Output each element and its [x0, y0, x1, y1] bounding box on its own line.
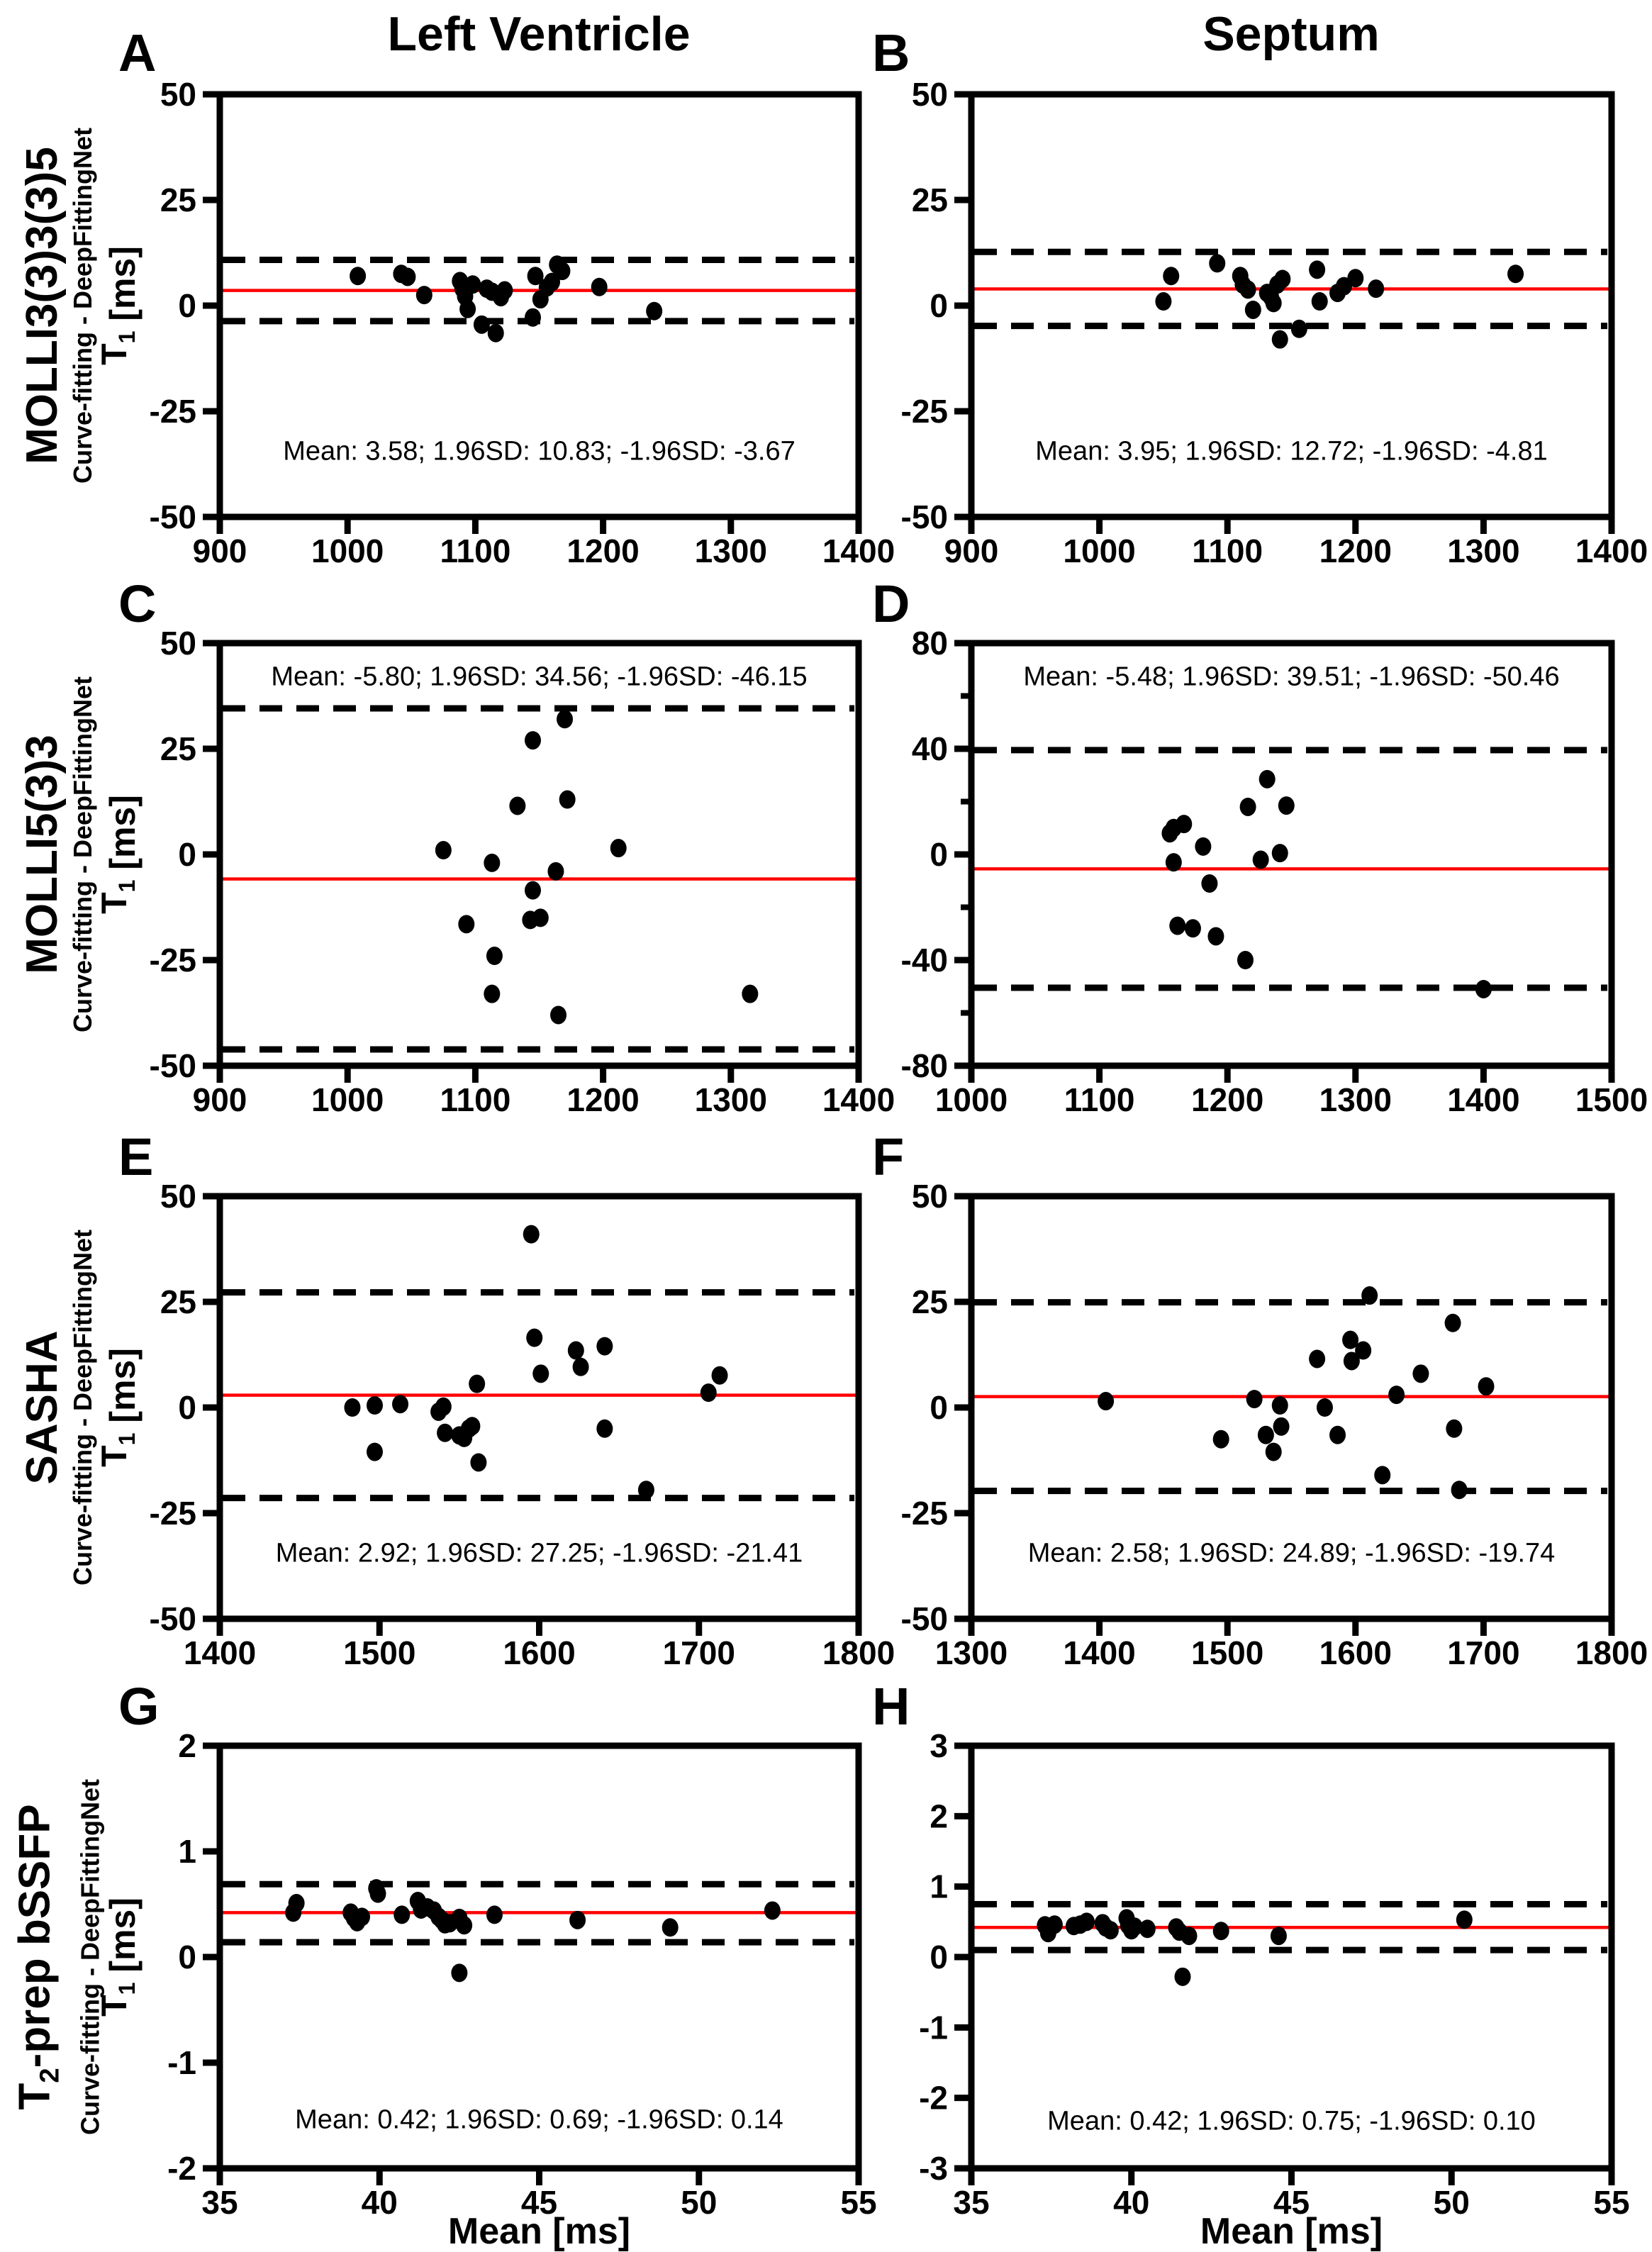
y-tick-label: 25	[911, 1283, 948, 1320]
data-point	[484, 854, 500, 872]
x-tick-label: 35	[201, 2184, 238, 2221]
data-point	[1098, 1392, 1114, 1410]
y-tick-label: -25	[149, 1495, 196, 1532]
y-tick-label: 80	[911, 625, 948, 662]
data-point	[1446, 1420, 1462, 1438]
data-point	[1317, 1398, 1333, 1417]
data-point	[532, 1364, 549, 1383]
x-tick-label: 1500	[343, 1634, 416, 1671]
data-point	[394, 1905, 410, 1924]
y-tick-label: -3	[919, 2150, 948, 2187]
data-point	[1272, 330, 1288, 349]
y-tick-label: 0	[930, 1939, 948, 1975]
data-point	[289, 1894, 305, 1912]
y-tick-label: 0	[930, 287, 948, 324]
data-point	[526, 1329, 542, 1347]
y-tick-label: -2	[167, 2150, 196, 2187]
x-tick-label: 1600	[503, 1634, 576, 1671]
row-sequence-label: SASHA	[18, 1330, 67, 1485]
data-point	[1266, 294, 1282, 312]
x-tick-label: 1200	[567, 1081, 640, 1118]
x-tick-label: 1700	[1447, 1634, 1520, 1671]
y-tick-label: 25	[160, 730, 196, 767]
y-tick-label: 50	[911, 1178, 948, 1215]
panel-letter-B: B	[872, 23, 910, 82]
x-tick-label: 1000	[311, 1081, 384, 1118]
y-tick-label: -50	[149, 1600, 196, 1637]
bias-annotation: Mean: 0.42; 1.96SD: 0.69; -1.96SD: 0.14	[295, 2105, 783, 2135]
data-point	[1374, 1466, 1390, 1484]
panel-letter-G: G	[118, 1677, 160, 1736]
y-axis-title: $T_1$ [ms]	[94, 246, 143, 365]
y-tick-label: -25	[149, 393, 196, 430]
data-point	[496, 282, 513, 300]
y-tick-label: 50	[160, 1178, 196, 1215]
x-tick-label: 1600	[1319, 1634, 1392, 1671]
x-tick-label: 50	[1433, 2184, 1470, 2221]
data-point	[1253, 850, 1269, 869]
x-tick-label: 1100	[440, 1081, 511, 1118]
data-point	[474, 316, 490, 334]
data-point	[484, 985, 500, 1003]
x-tick-label: 1300	[694, 533, 767, 569]
panel-D	[872, 574, 1648, 1118]
bias-annotation: Mean: 0.42; 1.96SD: 0.75; -1.96SD: 0.10	[1047, 2106, 1536, 2136]
data-point	[416, 286, 432, 304]
bias-annotation: Mean: -5.48; 1.96SD: 39.51; -1.96SD: -50.46	[1023, 662, 1560, 692]
data-point	[344, 1398, 360, 1417]
panel-letter-D: D	[872, 574, 910, 633]
data-point	[1329, 1426, 1346, 1444]
y-tick-label: 1	[178, 1833, 196, 1870]
data-point	[559, 791, 576, 809]
plot-frame	[971, 643, 1612, 1066]
data-point	[1361, 1286, 1378, 1305]
data-point	[1181, 1927, 1198, 1945]
panel-G	[94, 1677, 877, 2252]
y-tick-label: 1	[930, 1868, 948, 1905]
y-tick-label: 25	[160, 182, 196, 218]
x-tick-label: 1300	[934, 1634, 1008, 1671]
y-tick-label: 0	[930, 836, 948, 873]
x-tick-label: 1300	[1319, 1081, 1392, 1118]
data-point	[610, 839, 627, 857]
data-point	[1155, 292, 1171, 311]
data-point	[354, 1907, 370, 1926]
row-method-label: Curve-fitting - DeepFittingNet	[75, 1779, 105, 2135]
y-tick-label: 0	[930, 1389, 948, 1426]
x-tick-label: 1200	[567, 533, 640, 569]
x-tick-label: 40	[361, 2184, 398, 2221]
y-axis-title: $T_1$ [ms]	[94, 1348, 143, 1467]
data-point	[596, 1420, 613, 1438]
y-tick-label: 50	[160, 625, 196, 662]
y-tick-label: 2	[178, 1727, 196, 1764]
data-point	[470, 1453, 486, 1471]
data-point	[1176, 815, 1192, 833]
y-tick-label: 50	[911, 76, 948, 113]
data-point	[1309, 260, 1325, 279]
y-tick-label: -50	[149, 498, 196, 535]
row-sequence-label: MOLLI3(3)3(3)5	[18, 147, 67, 464]
panel-letter-A: A	[118, 23, 157, 82]
data-point	[1169, 917, 1185, 935]
panel-A	[94, 23, 895, 569]
data-point	[1456, 1910, 1473, 1929]
panel-F	[872, 1127, 1648, 1671]
data-point	[1201, 874, 1217, 893]
x-tick-label: 1400	[822, 1081, 895, 1118]
x-tick-label: 1500	[1575, 1081, 1648, 1118]
data-point	[701, 1383, 717, 1402]
data-point	[399, 267, 415, 286]
x-tick-label: 35	[953, 2184, 990, 2221]
x-tick-label: 1000	[1063, 533, 1136, 569]
x-tick-label: 1100	[1064, 1081, 1135, 1118]
panel-H	[872, 1677, 1630, 2252]
data-point	[1259, 770, 1276, 788]
row-method-label: Curve-fitting - DeepFittingNet	[68, 128, 97, 484]
y-tick-label: -50	[900, 1600, 948, 1637]
x-tick-label: 1800	[1575, 1634, 1648, 1671]
panel-C	[94, 574, 895, 1118]
bias-annotation: Mean: -5.80; 1.96SD: 34.56; -1.96SD: -46.15	[271, 662, 808, 692]
data-point	[1451, 1481, 1468, 1499]
data-point	[367, 1396, 383, 1415]
y-tick-label: 40	[911, 730, 948, 767]
panel-letter-F: F	[872, 1127, 905, 1186]
x-tick-label: 1300	[694, 1081, 767, 1118]
bias-annotation: Mean: 3.58; 1.96SD: 10.83; -1.96SD: -3.67	[283, 436, 796, 467]
data-point	[1478, 1377, 1495, 1395]
column-title-septum: Septum	[1202, 7, 1380, 61]
x-tick-label: 55	[1593, 2184, 1630, 2221]
data-point	[1368, 279, 1384, 298]
data-point	[1272, 844, 1288, 862]
data-point	[1347, 269, 1363, 287]
data-point	[1445, 1314, 1461, 1332]
data-point	[1291, 320, 1307, 338]
data-point	[1207, 927, 1224, 945]
x-tick-label: 55	[840, 2184, 877, 2221]
data-point	[646, 302, 662, 320]
data-point	[569, 1911, 586, 1929]
y-tick-label: 25	[911, 182, 948, 218]
plot-frame	[971, 1746, 1612, 2168]
y-axis-title: $T_1$ [ms]	[94, 795, 143, 914]
panel-B	[872, 23, 1648, 569]
data-point	[568, 1342, 584, 1360]
data-point	[638, 1481, 654, 1499]
data-point	[456, 1916, 472, 1934]
y-tick-label: -1	[167, 2044, 196, 2081]
bias-annotation: Mean: 2.58; 1.96SD: 24.89; -1.96SD: -19.74	[1027, 1538, 1556, 1568]
data-point	[367, 1443, 383, 1461]
data-point	[596, 1337, 613, 1356]
x-tick-label: 900	[192, 1081, 247, 1118]
data-point	[509, 796, 525, 815]
data-point	[1195, 837, 1211, 856]
data-point	[435, 1398, 452, 1416]
data-point	[1507, 264, 1524, 283]
data-point	[573, 1358, 589, 1376]
x-axis-title: Mean [ms]	[1200, 2211, 1383, 2252]
data-point	[525, 308, 541, 327]
x-tick-label: 1400	[1063, 1634, 1136, 1671]
data-point	[1266, 1443, 1282, 1461]
data-point	[1245, 301, 1261, 319]
data-point	[532, 908, 549, 927]
data-point	[464, 1417, 480, 1435]
data-point	[1237, 951, 1254, 969]
data-point	[764, 1901, 781, 1919]
data-point	[488, 324, 504, 342]
data-point	[1273, 1417, 1290, 1436]
data-point	[1258, 1426, 1274, 1444]
data-point	[1278, 796, 1295, 815]
y-axis-title: $T_1$ [ms]	[94, 1897, 143, 2017]
row-method-label: Curve-fitting - DeepFittingNet	[68, 1230, 97, 1585]
data-point	[1174, 1968, 1190, 1986]
x-tick-label: 900	[944, 533, 999, 569]
data-point	[547, 862, 564, 881]
y-tick-label: 0	[178, 1389, 196, 1426]
data-point	[1388, 1386, 1405, 1404]
data-point	[369, 1885, 386, 1903]
x-tick-label: 1300	[1447, 533, 1520, 569]
row-sequence-label: $T_2$-prep bSSFP	[10, 1804, 65, 2110]
y-tick-label: 0	[178, 1939, 196, 1975]
data-point	[1047, 1915, 1063, 1934]
y-tick-label: -80	[900, 1047, 948, 1084]
data-point	[1272, 1396, 1288, 1415]
y-tick-label: 50	[160, 76, 196, 113]
x-tick-label: 1400	[183, 1634, 257, 1671]
y-tick-label: 25	[160, 1283, 196, 1320]
data-point	[1213, 1922, 1229, 1940]
x-tick-label: 1700	[662, 1634, 735, 1671]
data-point	[1240, 280, 1256, 299]
x-axis-title: Mean [ms]	[447, 2211, 631, 2252]
data-point	[469, 1375, 485, 1393]
data-point	[1185, 919, 1201, 937]
y-tick-label: -50	[149, 1047, 196, 1084]
y-tick-label: 2	[930, 1797, 948, 1835]
data-point	[392, 1395, 408, 1413]
data-point	[1274, 269, 1290, 288]
y-tick-label: -25	[149, 942, 196, 979]
data-point	[554, 262, 570, 280]
x-tick-label: 45	[1273, 2184, 1310, 2221]
x-tick-label: 50	[681, 2184, 718, 2221]
data-point	[662, 1918, 679, 1936]
y-tick-label: 3	[930, 1727, 948, 1764]
data-point	[1209, 254, 1225, 272]
y-tick-label: -50	[900, 498, 948, 535]
x-tick-label: 900	[192, 533, 247, 569]
y-tick-label: 0	[178, 836, 196, 873]
data-point	[1240, 798, 1256, 816]
data-point	[435, 841, 452, 859]
panel-letter-H: H	[872, 1677, 910, 1736]
data-point	[523, 1225, 540, 1244]
panel-E	[94, 1127, 895, 1671]
data-point	[437, 1424, 453, 1442]
y-tick-label: -25	[900, 393, 948, 430]
x-tick-label: 1000	[934, 1081, 1008, 1118]
column-title-left-ventricle: Left Ventricle	[387, 7, 691, 61]
row-method-label: Curve-fitting - DeepFittingNet	[68, 676, 97, 1032]
x-tick-label: 1400	[822, 533, 895, 569]
x-tick-label: 40	[1113, 2184, 1150, 2221]
data-point	[486, 947, 503, 965]
data-point	[1166, 853, 1182, 871]
data-point	[742, 985, 758, 1003]
data-point	[1355, 1342, 1371, 1360]
panel-letter-C: C	[118, 574, 157, 633]
x-tick-label: 1800	[822, 1634, 895, 1671]
x-tick-label: 45	[520, 2184, 558, 2221]
data-point	[1309, 1349, 1325, 1368]
data-point	[557, 710, 573, 728]
data-point	[1271, 1927, 1287, 1945]
x-tick-label: 1100	[1192, 533, 1263, 569]
bias-annotation: Mean: 2.92; 1.96SD: 27.25; -1.96SD: -21.41	[275, 1538, 803, 1568]
data-point	[464, 275, 481, 294]
bias-annotation: Mean: 3.95; 1.96SD: 12.72; -1.96SD: -4.81	[1035, 436, 1548, 467]
x-tick-label: 1400	[1447, 1081, 1520, 1118]
y-tick-label: -25	[900, 1495, 948, 1532]
data-point	[1412, 1364, 1429, 1383]
data-point	[1213, 1430, 1229, 1449]
data-point	[525, 731, 541, 749]
data-point	[1246, 1390, 1263, 1408]
data-point	[550, 1005, 567, 1024]
data-point	[1163, 267, 1179, 285]
row-sequence-label: MOLLI5(3)3	[18, 735, 67, 974]
data-point	[458, 915, 474, 933]
y-tick-label: 0	[178, 287, 196, 324]
data-point	[1078, 1912, 1095, 1931]
data-point	[486, 1905, 503, 1924]
data-point	[1103, 1921, 1119, 1939]
x-tick-label: 1000	[311, 533, 384, 569]
data-point	[451, 1963, 467, 1982]
data-point	[712, 1366, 728, 1385]
data-point	[1312, 292, 1328, 311]
data-point	[591, 278, 608, 296]
data-point	[459, 300, 476, 318]
x-tick-label: 1400	[1575, 533, 1648, 569]
data-point	[525, 881, 541, 900]
x-tick-label: 1500	[1191, 1634, 1264, 1671]
y-tick-label: -40	[900, 942, 948, 979]
x-tick-label: 1200	[1319, 533, 1392, 569]
panel-letter-E: E	[118, 1127, 154, 1186]
data-point	[1139, 1919, 1156, 1938]
y-tick-label: -1	[919, 2009, 948, 2046]
data-point	[350, 267, 366, 285]
data-point	[1475, 980, 1492, 998]
x-tick-label: 1200	[1191, 1081, 1264, 1118]
x-tick-label: 1100	[440, 533, 511, 569]
y-tick-label: -2	[919, 2079, 948, 2117]
